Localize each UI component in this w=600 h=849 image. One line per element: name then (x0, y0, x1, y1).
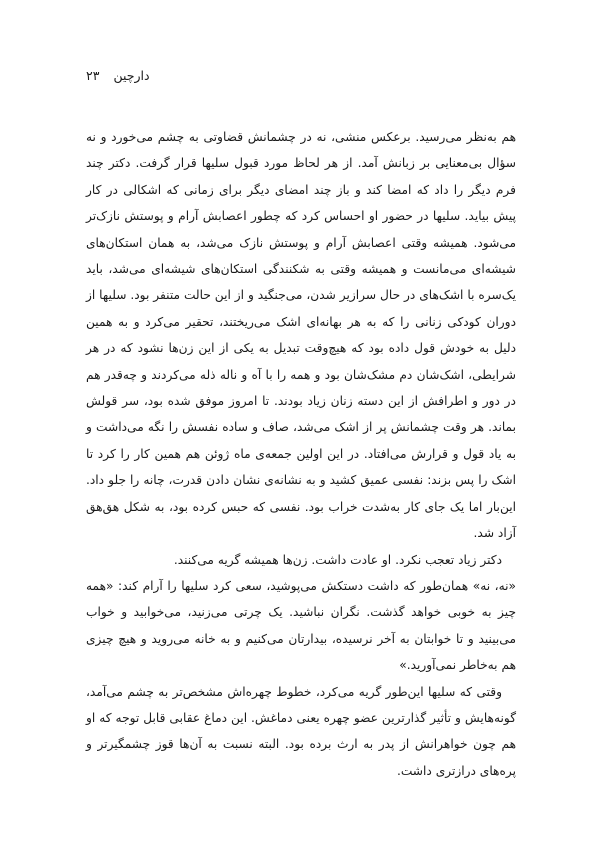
page-number: ۲۳ (86, 68, 100, 83)
book-title: دارچین (113, 68, 150, 83)
body-text (86, 124, 516, 784)
running-head (86, 68, 150, 83)
paragraph-2: دکتر زیاد تعجب نکرد. او عادت داشت. زن‌ها همیشه گریه می‌کنند. (173, 552, 502, 567)
paragraph-1: هم به‌نظر می‌رسید. برعکس منشی، نه در چشمانش قضاوتی به چشم می‌خورد و نه سؤال بی‌معنایی بر زبانش آمد. از هر لحاظ مورد قبول سلیها قرار گرفت. دکتر چند فرم دیگر را داد که امضا کند و باز چند امضای دیگر برای زمانی که اشکالی در کار پیش بیاید. سلیها در حضور او احساس کرد که چطور اعصابش آرام و پوستش نازک‌تر می‌شود. همیشه وقتی اعصابش آرام و پوستش نازک می‌شد، به همان استکان‌های شیشه‌ای می‌مانست و همیشه وقتی به شکنندگی استکان‌های شیشه‌ای می‌شد، باید یک‌سره با اشک‌های در حال سرازیر شدن، می‌جنگید و از این حالت متنفر بود. سلیها از دوران کودکی زنانی را که به هر بهانه‌ای اشک می‌ریختند، تحقیر می‌کرد و به همین دلیل به خودش قول داده بود که هیچ‌وقت تبدیل به یکی از این زن‌ها نشود که در هر شرایطی، اشک‌شان دم مشک‌شان بود و همه را با آه و ناله ذله می‌کردند و چه‌قدر هم در دور و اطرافش از این دسته زنان زیاد بودند. تا امروز موفق شده بود، سر قولش بماند. هر وقت چشمانش پر از اشک می‌شد، صاف و ساده نفسش را نگه می‌داشت و به یاد قول و قرارش می‌افتاد. در این اولین جمعه‌ی ماه ژوئن هم همین کار را کرد تا اشک را پس بزند: نفسی عمیق کشید و به نشانه‌ی نشان دادن قدرت، چانه را جلو داد. این‌بار اما یک جای کار به‌شدت خراب بود. نفسی که حبس کرده بود، به شکل هق‌هق آزاد شد. (86, 130, 516, 541)
paragraph-4: وقتی که سلیها این‌طور گریه می‌کرد، خطوط چهره‌اش مشخص‌تر به چشم می‌آمد، گونه‌هایش و تأثیر گذارترین عضو چهره یعنی دماغش. این دماغ عقابی قابل توجه که او هم چون خواهرانش از پدر به ارث برده بود. البته نسبت به آن‌ها قوز چشمگیرتر و پره‌های درازتری داشت. (86, 684, 516, 778)
paragraph-3: «نه، نه» همان‌طور که داشت دستکش می‌پوشید، سعی کرد سلیها را آرام کند: «همه چیز به خوبی خواهد گذشت. نگران نباشید. یک چرتی می‌زنید، می‌خوابید و خواب می‌بینید و تا خوابتان به آخر نرسیده، بیدارتان می‌کنیم و به خانه می‌روید و هیچ چیزی هم به‌خاطر نمی‌آورید.» (86, 578, 516, 673)
